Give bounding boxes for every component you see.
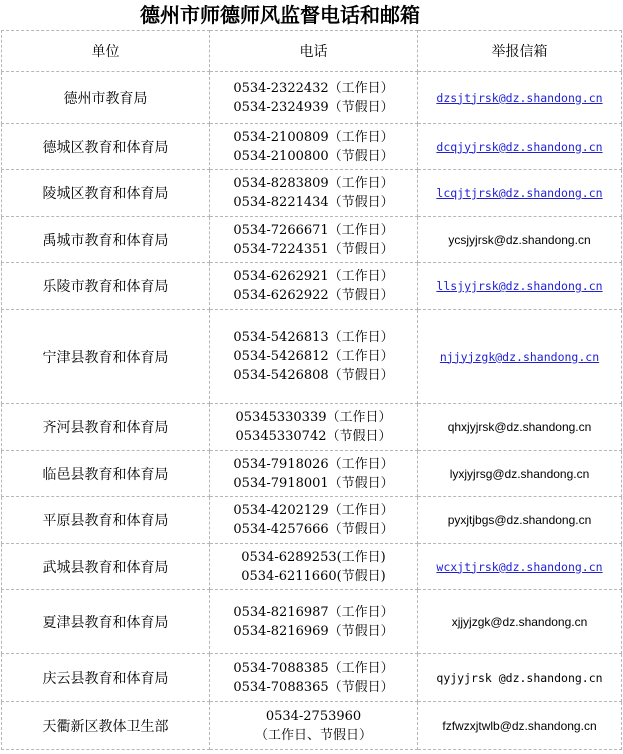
table-row [2,263,622,310]
phone-number: 0534-6262922（节假日） [233,288,394,303]
header-unit: 单位 [2,31,210,72]
email-cell [418,170,622,217]
phone-number: 05345330742（节假日） [235,429,392,444]
phone-number: 0534-4202129（工作日） [233,503,394,518]
email-cell [418,590,622,654]
phone-cell [210,170,418,217]
phone-number: 0534-8221434（节假日） [233,195,394,210]
phone-number: 0534-5426813（工作日） [233,330,394,345]
email-link[interactable]: wcxjtjrsk@dz.shandong.cn [436,559,603,574]
phone-cell [210,497,418,544]
email-cell [418,263,622,310]
email-link[interactable]: dzsjtjrsk@dz.shandong.cn [436,90,603,105]
table-row [2,170,622,217]
phone-number: （工作日、节假日） [254,727,372,743]
table-row [2,544,622,590]
table-row [2,590,622,654]
email-link[interactable]: dcqjyjrsk@dz.shandong.cn [436,139,603,154]
unit-cell: 乐陵市教育和体育局 [2,263,210,310]
unit-cell: 禹城市教育和体育局 [2,217,210,263]
phone-number: 0534-7266671（工作日） [233,222,394,238]
phone-number: 05345330339（工作日） [235,410,392,425]
email-cell [418,654,622,702]
phone-number: 0534-8216969（节假日） [233,623,394,639]
unit-cell: 庆云县教育和体育局 [2,654,210,702]
email-text: ycsjyjrsk@dz.shandong.cn [448,232,591,247]
header-email: 举报信箱 [418,31,622,72]
phone-number: 0534-2322432（工作日） [233,80,394,96]
table-row [2,702,622,750]
unit-cell: 天衢新区教体卫生部 [2,702,210,750]
phone-cell [210,310,418,404]
email-text: xjjyjzgk@dz.shandong.cn [451,614,588,629]
unit-cell: 夏津县教育和体育局 [2,590,210,654]
phone-cell [210,217,418,263]
email-cell [418,124,622,170]
phone-number: 0534-6289253(工作日) [241,549,386,565]
email-link[interactable]: lcqjtjrsk@dz.shandong.cn [436,186,603,200]
header-phone: 电话 [210,31,418,72]
email-cell [418,702,622,750]
unit-cell: 德城区教育和体育局 [2,124,210,170]
phone-number: 0534-6262921（工作日） [233,269,394,284]
table-row [2,451,622,497]
phone-cell [210,702,418,750]
table-row [2,124,622,170]
email-cell [418,497,622,544]
phone-cell [210,590,418,654]
email-text: lyxjyjrsg@dz.shandong.cn [449,466,590,481]
header-row [2,31,622,72]
unit-cell: 宁津县教育和体育局 [2,310,210,404]
table-row [2,72,622,124]
phone-cell [210,544,418,590]
unit-cell: 德州市教育局 [2,72,210,124]
unit-cell: 齐河县教育和体育局 [2,404,210,451]
unit-cell: 临邑县教育和体育局 [2,451,210,497]
phone-number: 0534-2753960 [265,708,362,724]
phone-number: 0534-8283809（工作日） [233,176,394,191]
phone-cell [210,263,418,310]
page-title: 德州市师德师风监督电话和邮箱 [140,3,420,27]
email-link[interactable]: njjyjzgk@dz.shandong.cn [439,349,600,364]
email-text: qhxjyjrsk@dz.shandong.cn [447,420,592,434]
phone-cell [210,124,418,170]
phone-number: 0534-2324939（节假日） [233,99,394,115]
email-cell [418,544,622,590]
phone-number: 0534-7224351（节假日） [233,241,394,257]
table-row [2,654,622,702]
email-link[interactable]: llsjyjrsk@dz.shandong.cn [436,279,603,293]
phone-number: 0534-7088365（节假日） [233,679,394,695]
phone-number: 0534-7918001（节假日） [233,475,394,491]
phone-number: 0534-5426808（节假日） [233,368,394,383]
email-cell [418,451,622,497]
email-cell [418,310,622,404]
email-cell [418,72,622,124]
email-text: pyxjtjbgs@dz.shandong.cn [447,513,592,527]
table-row [2,497,622,544]
phone-cell [210,451,418,497]
email-text: qyjyjrsk @dz.shandong.cn [436,670,603,685]
phone-number: 0534-2100809（工作日） [233,129,394,145]
phone-number: 0534-5426812（工作日） [233,349,394,364]
phone-number: 0534-7088385（工作日） [233,660,394,676]
email-text: fzfwzxjtwlb@dz.shandong.cn [442,718,597,733]
contact-table [1,30,622,750]
phone-number: 0534-8216987（工作日） [233,604,394,620]
unit-cell: 平原县教育和体育局 [2,497,210,544]
table-row [2,310,622,404]
phone-cell [210,404,418,451]
unit-cell: 陵城区教育和体育局 [2,170,210,217]
email-cell [418,217,622,263]
table-body [2,72,622,750]
phone-number: 0534-4257666（节假日） [233,522,394,537]
phone-number: 0534-7918026（工作日） [233,456,394,472]
phone-cell [210,654,418,702]
phone-cell [210,72,418,124]
email-cell [418,404,622,451]
table-row [2,217,622,263]
phone-number: 0534-6211660(节假日) [241,568,386,584]
unit-cell: 武城县教育和体育局 [2,544,210,590]
table-row [2,404,622,451]
phone-number: 0534-2100800（节假日） [233,148,394,164]
